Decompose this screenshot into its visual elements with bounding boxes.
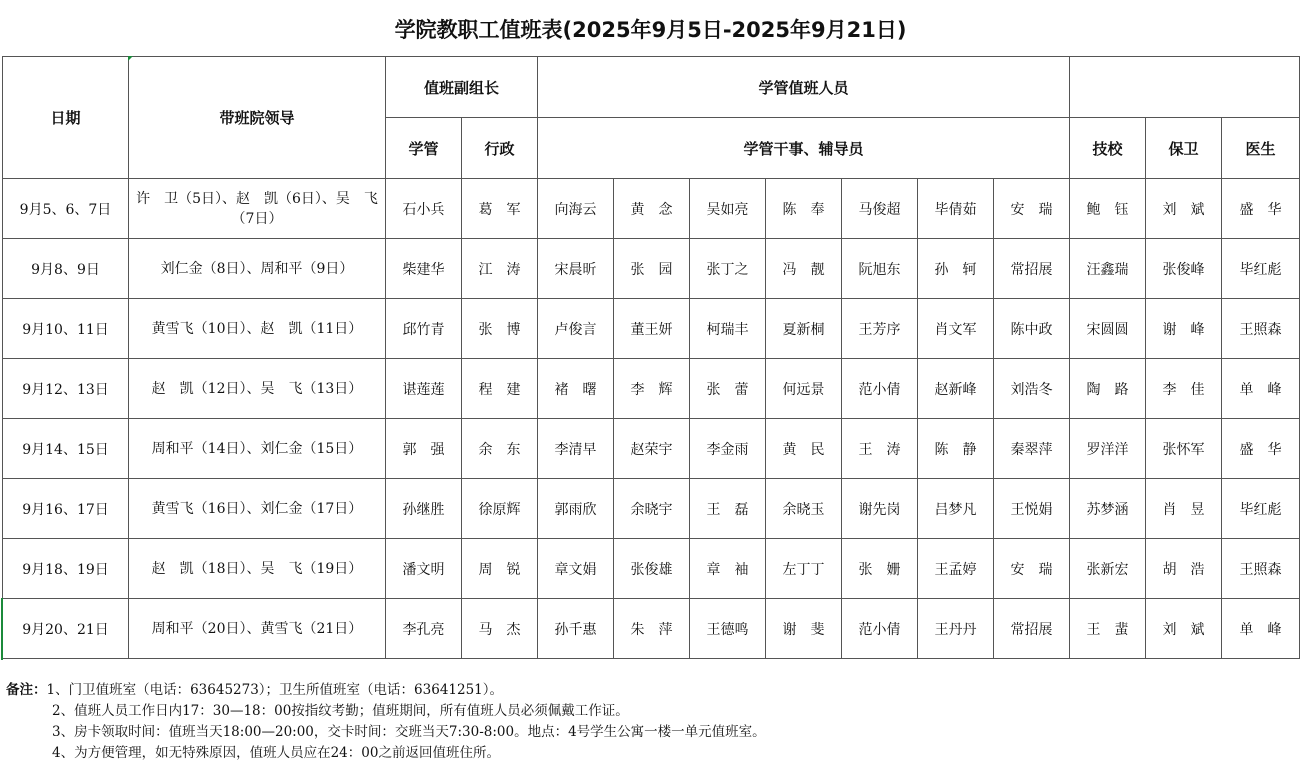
staff-cell: 赵新峰 <box>918 359 994 419</box>
baowei-cell: 张俊峰 <box>1146 239 1222 299</box>
date-cell: 9月10、11日 <box>3 299 129 359</box>
staff-cell: 孙千惠 <box>538 599 614 659</box>
header-xueguan: 学管 <box>386 118 462 179</box>
date-cell: 9月16、17日 <box>3 479 129 539</box>
jixiao-cell: 罗洋洋 <box>1070 419 1146 479</box>
date-cell: 9月5、6、7日 <box>3 179 129 239</box>
staff-cell: 褚 曙 <box>538 359 614 419</box>
staff-cell: 陈 奉 <box>766 179 842 239</box>
duty-roster-sheet <box>2 2 1299 659</box>
staff-cell: 谢先岗 <box>842 479 918 539</box>
staff-cell: 王丹丹 <box>918 599 994 659</box>
staff-cell: 李 辉 <box>614 359 690 419</box>
header-jixiao: 技校 <box>1070 118 1146 179</box>
jixiao-cell: 汪鑫瑞 <box>1070 239 1146 299</box>
yisheng-cell: 盛 华 <box>1222 419 1300 479</box>
xueguan-cell: 谌莲莲 <box>386 359 462 419</box>
staff-cell: 赵荣宇 <box>614 419 690 479</box>
staff-cell: 陈 静 <box>918 419 994 479</box>
notes-label: 备注： <box>6 682 47 698</box>
jixiao-cell: 鲍 钰 <box>1070 179 1146 239</box>
xueguan-cell: 孙继胜 <box>386 479 462 539</box>
staff-cell: 刘浩冬 <box>994 359 1070 419</box>
staff-cell: 肖文军 <box>918 299 994 359</box>
notes <box>6 680 1296 764</box>
cell-indicator <box>128 56 133 61</box>
leader-cell: 黄雪飞（10日）、赵 凯（11日） <box>129 299 386 359</box>
table-row <box>3 299 1300 359</box>
staff-cell: 张丁之 <box>690 239 766 299</box>
baowei-cell: 胡 浩 <box>1146 539 1222 599</box>
xueguan-cell: 郭 强 <box>386 419 462 479</box>
duty-table <box>2 56 1300 659</box>
header-student-staff: 学管值班人员 <box>538 57 1070 118</box>
table-row <box>3 179 1300 239</box>
yisheng-cell: 王照森 <box>1222 539 1300 599</box>
staff-cell: 黄 念 <box>614 179 690 239</box>
jixiao-cell: 宋圆圆 <box>1070 299 1146 359</box>
header-leader: 带班院领导 <box>129 57 386 179</box>
baowei-cell: 谢 峰 <box>1146 299 1222 359</box>
header-date: 日期 <box>3 57 129 179</box>
note-line: 4、为方便管理，如无特殊原因，值班人员应在24：00之前返回值班住所。 <box>52 745 500 761</box>
staff-cell: 余晓宇 <box>614 479 690 539</box>
staff-cell: 范小倩 <box>842 599 918 659</box>
table-row <box>3 479 1300 539</box>
jixiao-cell: 王 蜚 <box>1070 599 1146 659</box>
staff-cell: 冯 靓 <box>766 239 842 299</box>
staff-cell: 黄 民 <box>766 419 842 479</box>
xueguan-cell: 邱竹青 <box>386 299 462 359</box>
staff-cell: 谢 斐 <box>766 599 842 659</box>
staff-cell: 左丁丁 <box>766 539 842 599</box>
baowei-cell: 张怀军 <box>1146 419 1222 479</box>
yisheng-cell: 单 峰 <box>1222 359 1300 419</box>
yisheng-cell: 毕红彪 <box>1222 479 1300 539</box>
staff-cell: 朱 萍 <box>614 599 690 659</box>
header-blank <box>1070 57 1300 118</box>
staff-cell: 王 涛 <box>842 419 918 479</box>
xingzheng-cell: 马 杰 <box>462 599 538 659</box>
staff-cell: 王芳序 <box>842 299 918 359</box>
baowei-cell: 李 佳 <box>1146 359 1222 419</box>
staff-cell: 常招展 <box>994 239 1070 299</box>
xingzheng-cell: 张 博 <box>462 299 538 359</box>
xingzheng-cell: 葛 军 <box>462 179 538 239</box>
leader-cell: 赵 凯（12日）、吴 飞（13日） <box>129 359 386 419</box>
staff-cell: 向海云 <box>538 179 614 239</box>
staff-cell: 毕倩茹 <box>918 179 994 239</box>
staff-cell: 安 瑞 <box>994 179 1070 239</box>
staff-cell: 李金雨 <box>690 419 766 479</box>
note-line: 2、值班人员工作日内17：30—18：00按指纹考勤；值班期间，所有值班人员必须佩戴工作证。 <box>52 703 629 719</box>
leader-cell: 刘仁金（8日）、周和平（9日） <box>129 239 386 299</box>
header-row-top <box>3 57 1300 118</box>
yisheng-cell: 王照森 <box>1222 299 1300 359</box>
staff-cell: 李清早 <box>538 419 614 479</box>
staff-cell: 王孟婷 <box>918 539 994 599</box>
xingzheng-cell: 周 锐 <box>462 539 538 599</box>
date-cell: 9月12、13日 <box>3 359 129 419</box>
staff-cell: 章文娟 <box>538 539 614 599</box>
staff-cell: 张 蕾 <box>690 359 766 419</box>
staff-cell: 秦翠萍 <box>994 419 1070 479</box>
jixiao-cell: 张新宏 <box>1070 539 1146 599</box>
staff-cell: 王德鸣 <box>690 599 766 659</box>
xueguan-cell: 李孔亮 <box>386 599 462 659</box>
staff-cell: 王悦娟 <box>994 479 1070 539</box>
xueguan-cell: 柴建华 <box>386 239 462 299</box>
staff-cell: 范小倩 <box>842 359 918 419</box>
staff-cell: 阮旭东 <box>842 239 918 299</box>
staff-cell: 董王妍 <box>614 299 690 359</box>
header-baowei: 保卫 <box>1146 118 1222 179</box>
staff-cell: 陈中政 <box>994 299 1070 359</box>
staff-cell: 马俊超 <box>842 179 918 239</box>
leader-cell: 黄雪飞（16日）、刘仁金（17日） <box>129 479 386 539</box>
note-line <box>6 680 1296 701</box>
jixiao-cell: 苏梦涵 <box>1070 479 1146 539</box>
jixiao-cell: 陶 路 <box>1070 359 1146 419</box>
staff-cell: 安 瑞 <box>994 539 1070 599</box>
table-row <box>3 419 1300 479</box>
date-cell: 9月20、21日 <box>3 599 129 659</box>
staff-cell: 郭雨欣 <box>538 479 614 539</box>
date-cell: 9月14、15日 <box>3 419 129 479</box>
sheet-title: 学院教职工值班表(2025年9月5日-2025年9月21日) <box>394 18 907 42</box>
staff-cell: 柯瑞丰 <box>690 299 766 359</box>
staff-cell: 张 园 <box>614 239 690 299</box>
staff-cell: 吴如亮 <box>690 179 766 239</box>
staff-cell: 章 袖 <box>690 539 766 599</box>
baowei-cell: 肖 昱 <box>1146 479 1222 539</box>
header-xingzheng: 行政 <box>462 118 538 179</box>
staff-cell: 夏新桐 <box>766 299 842 359</box>
yisheng-cell: 盛 华 <box>1222 179 1300 239</box>
staff-cell: 吕梦凡 <box>918 479 994 539</box>
xueguan-cell: 石小兵 <box>386 179 462 239</box>
staff-cell: 余晓玉 <box>766 479 842 539</box>
selection-edge <box>1 598 3 660</box>
staff-cell: 卢俊言 <box>538 299 614 359</box>
xingzheng-cell: 江 涛 <box>462 239 538 299</box>
note-text: 1、门卫值班室（电话：63645273）；卫生所值班室（电话：63641251）。 <box>46 682 504 698</box>
staff-cell: 孙 轲 <box>918 239 994 299</box>
leader-cell: 周和平（14日）、刘仁金（15日） <box>129 419 386 479</box>
xueguan-cell: 潘文明 <box>386 539 462 599</box>
staff-cell: 宋晨昕 <box>538 239 614 299</box>
header-deputy: 值班副组长 <box>386 57 538 118</box>
table-row <box>3 599 1300 659</box>
xingzheng-cell: 余 东 <box>462 419 538 479</box>
table-row <box>3 359 1300 419</box>
date-cell: 9月8、9日 <box>3 239 129 299</box>
table-row <box>3 539 1300 599</box>
staff-cell: 张俊雄 <box>614 539 690 599</box>
baowei-cell: 刘 斌 <box>1146 599 1222 659</box>
staff-cell: 何远景 <box>766 359 842 419</box>
leader-cell: 赵 凯（18日）、吴 飞（19日） <box>129 539 386 599</box>
header-cadres: 学管干事、辅导员 <box>538 118 1070 179</box>
staff-cell: 张 姗 <box>842 539 918 599</box>
date-cell: 9月18、19日 <box>3 539 129 599</box>
yisheng-cell: 单 峰 <box>1222 599 1300 659</box>
table-row <box>3 239 1300 299</box>
staff-cell: 王 磊 <box>690 479 766 539</box>
yisheng-cell: 毕红彪 <box>1222 239 1300 299</box>
xingzheng-cell: 徐原辉 <box>462 479 538 539</box>
note-line: 3、房卡领取时间：值班当天18:00—20:00，交卡时间：交班当天7:30-8:00。地点：4号学生公寓一楼一单元值班室。 <box>52 724 766 740</box>
leader-cell: 许 卫（5日）、赵 凯（6日）、吴 飞（7日） <box>129 179 386 239</box>
leader-cell: 周和平（20日）、黄雪飞（21日） <box>129 599 386 659</box>
baowei-cell: 刘 斌 <box>1146 179 1222 239</box>
xingzheng-cell: 程 建 <box>462 359 538 419</box>
header-yisheng: 医生 <box>1222 118 1300 179</box>
staff-cell: 常招展 <box>994 599 1070 659</box>
